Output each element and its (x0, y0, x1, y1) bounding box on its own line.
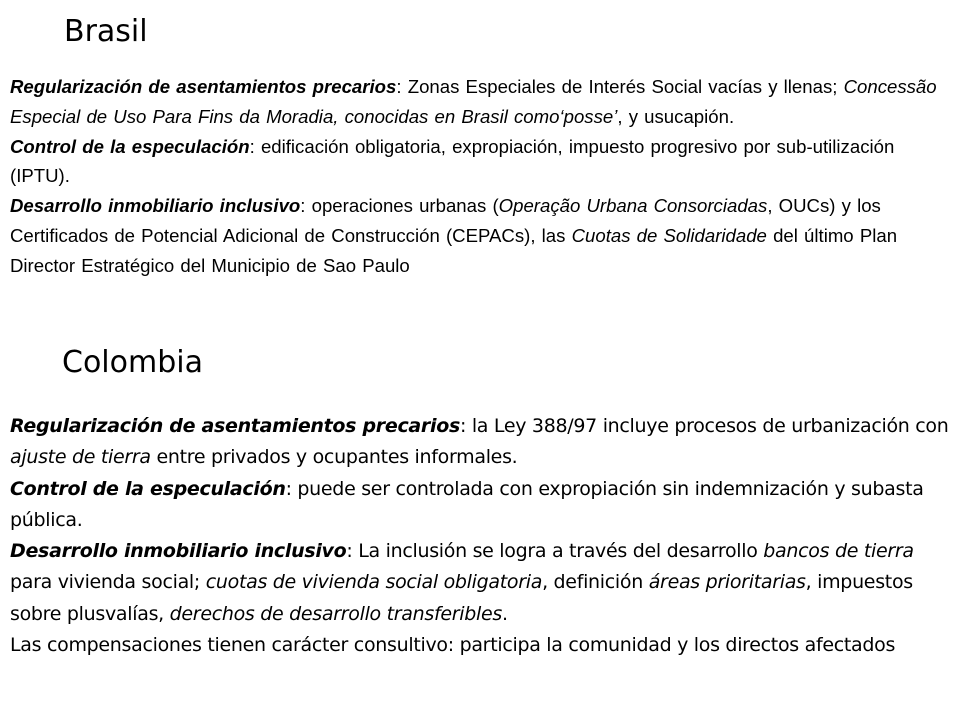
body-text: : puede ser controlada con expropiación sin indemnización y subasta pública. (10, 477, 924, 531)
colombia-paragraph-compensaciones (10, 630, 952, 661)
italic-term: Concessão Especial de Uso Para Fins da Moradia, conocidas en Brasil como‘posse’ (10, 76, 937, 127)
body-text: , definición (542, 571, 649, 594)
brasil-paragraph-regularizacion (10, 72, 952, 132)
brasil-text-block (10, 72, 952, 281)
lead-term: Regularización de asentamientos precarios (10, 415, 460, 437)
italic-term: ajuste de tierra (10, 446, 151, 469)
colombia-paragraph-desarrollo (10, 536, 952, 630)
body-text: del último Plan Director Estratégico del Municipio de Sao Paulo (10, 224, 898, 276)
lead-term: Desarrollo inmobiliario inclusivo (10, 540, 347, 563)
italic-term: áreas prioritarias (648, 571, 806, 594)
italic-term: cuotas de vivienda social obligatoria (205, 571, 543, 594)
body-text: , OUCs) y los Certificados de Potencial Adicional de Construcción (CEPACs), las (10, 195, 881, 246)
italic-term: Operação Urbana Consorciadas (498, 195, 768, 217)
body-text: . (501, 602, 508, 625)
brasil-paragraph-desarrollo (10, 191, 952, 280)
body-text: entre privados y ocupantes informales. (150, 446, 518, 469)
italic-term: derechos de desarrollo transferibles (169, 602, 502, 625)
italic-term: bancos de tierra (763, 540, 914, 563)
body-text: para vivienda social; (10, 571, 206, 594)
section-title-colombia: Colombia (62, 345, 203, 380)
lead-term: Regularización de asentamientos precarios (10, 76, 397, 97)
italic-term: Cuotas de Solidaridade (571, 224, 767, 246)
lead-term: Control de la especulación (10, 135, 250, 157)
body-text: , impuestos sobre plusvalías, (10, 571, 913, 625)
lead-term: Desarrollo inmobiliario inclusivo (10, 195, 301, 217)
body-text: : Zonas Especiales de Interés Social vacías y llenas; (396, 76, 844, 97)
colombia-paragraph-regularizacion (10, 411, 952, 474)
colombia-paragraph-control (10, 474, 952, 537)
body-text: , y usucapión. (617, 105, 735, 127)
body-text: : edificación obligatoria, expropiación, impuesto progresivo por sub-utilización (IPTU). (10, 135, 895, 187)
lead-term: Control de la especulación (10, 477, 286, 500)
section-title-brasil: Brasil (64, 14, 148, 49)
body-text: : La inclusión se logra a través del desarrollo (346, 540, 764, 563)
body-text: Las compensaciones tienen carácter consultivo: participa la comunidad y los directos afectados (10, 634, 896, 657)
body-text: : operaciones urbanas ( (300, 195, 499, 217)
brasil-paragraph-control (10, 132, 952, 192)
colombia-text-block (10, 411, 952, 661)
body-text: : la Ley 388/97 incluye procesos de urbanización con (459, 415, 949, 437)
